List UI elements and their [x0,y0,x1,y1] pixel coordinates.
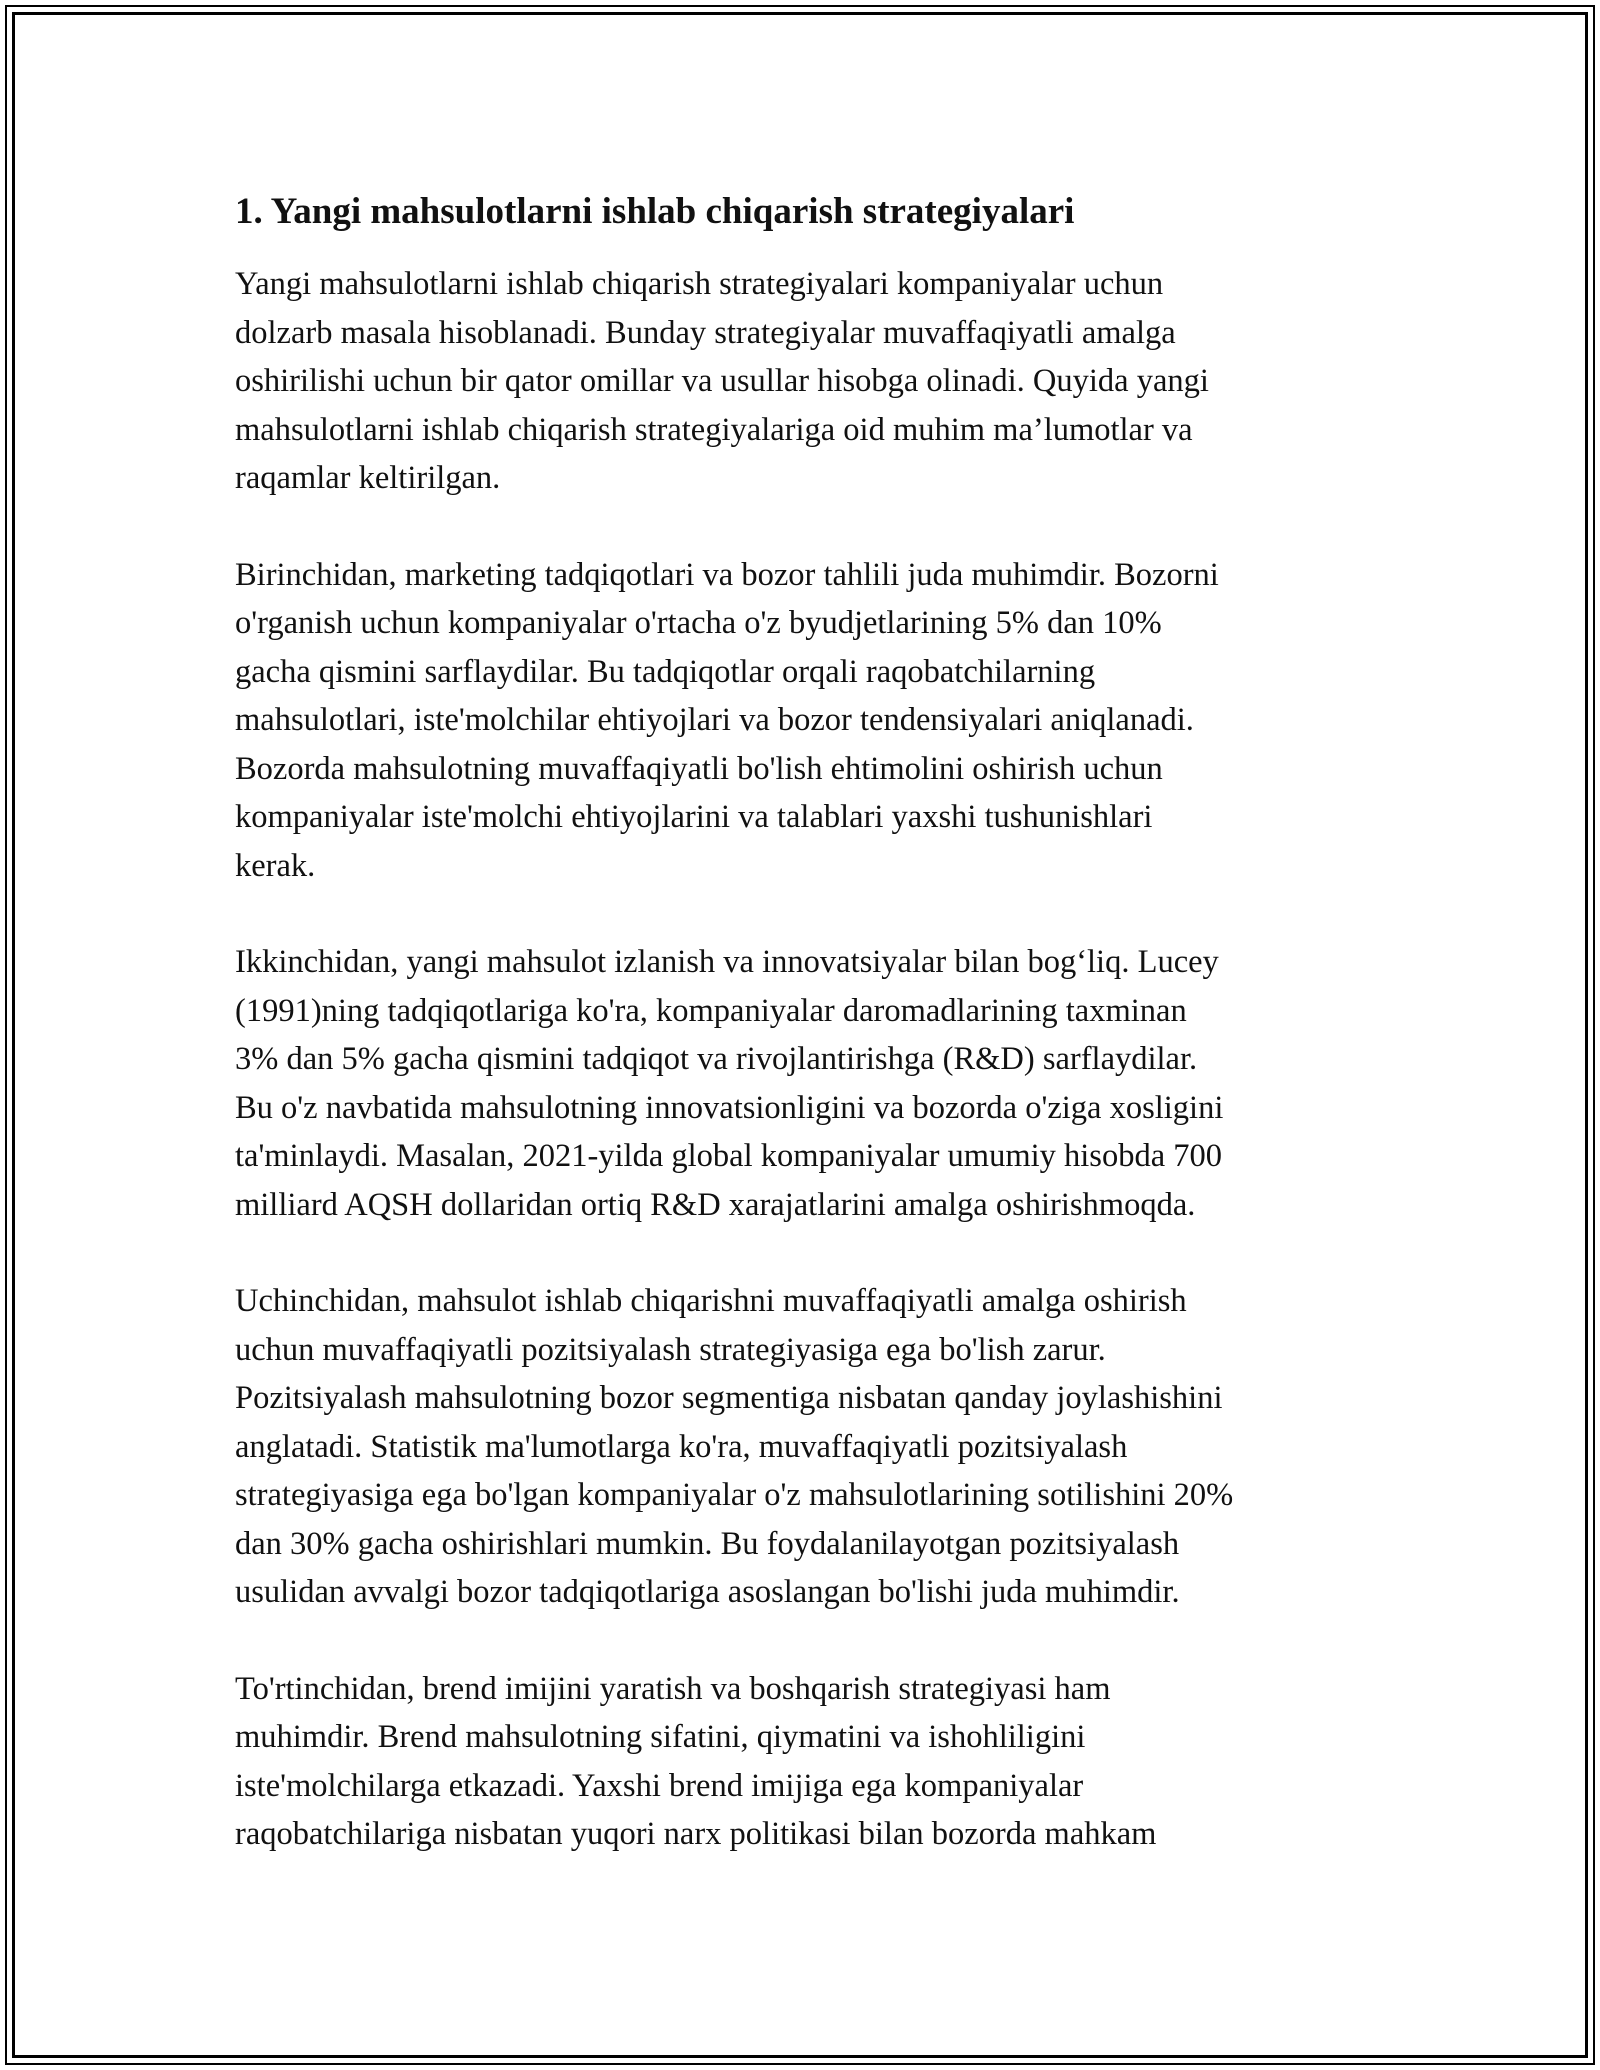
paragraph-intro: Yangi mahsulotlarni ishlab chiqarish strategiyalari kompaniyalar uchun dolzarb masala hisoblanadi. Bunday strategiyalar muvaffaqiyatli amalga oshirilishi uchun bir qator omillar va usullar hisobga olinadi. Quyida yangi mahsulotlarni ishlab chiqarish strategiyalariga oid muhim ma’lumotlar va raqamlar keltirilgan. [235,266,1209,496]
document-body [235,186,1365,1907]
paragraph-fourth-point: To'rtinchidan, brend imijini yaratish va boshqarish strategiyasi ham muhimdir. Brend mahsulotning sifatini, qiymatini va ishohliligini iste'molchilarga etkazadi. Yaxshi brend imijiga ega kompaniyalar raqobatchilariga nisbatan yuqori narx politikasi bilan bozorda mahkam [235,1670,1157,1852]
paragraph-second-point: Ikkinchidan, yangi mahsulot izlanish va innovatsiyalar bilan bog‘liq. Lucey (1991)ning tadqiqotlariga ko'ra, kompaniyalar daromadlarining taxminan 3% dan 5% gacha qismini tadqiqot va rivojlantirishga (R&D) sarflaydilar. Bu o'z navbatida mahsulotning innovatsionligini va bozorda o'ziga xosligini ta'minlaydi. Masalan, 2021-yilda global kompaniyalar umumiy hisobda 700 milliard AQSH dollaridan ortiq R&D xarajatlarini amalga oshirishmoqda. [235,944,1224,1223]
paragraph-third-point: Uchinchidan, mahsulot ishlab chiqarishni muvaffaqiyatli amalga oshirish uchun muvaffaqiyatli pozitsiyalash strategiyasiga ega bo'lish zarur. Pozitsiyalash mahsulotning bozor segmentiga nisbatan qanday joylashishini anglatadi. Statistik ma'lumotlarga ko'ra, muvaffaqiyatli pozitsiyalash strategiyasiga ega bo'lgan kompaniyalar o'z mahsulotlarining sotilishini 20% dan 30% gacha oshirishlari mumkin. Bu foydalanilayotgan pozitsiyalash usulidan avvalgi bozor tadqiqotlariga asoslangan bo'lishi juda muhimdir. [235,1283,1234,1610]
section-heading: 1. Yangi mahsulotlarni ishlab chiqarish strategiyalari [235,191,1075,232]
paragraph-first-point: Birinchidan, marketing tadqiqotlari va bozor tahlili juda muhimdir. Bozorni o'rganish uchun kompaniyalar o'rtacha o'z byudjetlarining 5% dan 10% gacha qismini sarflaydilar. Bu tadqiqotlar orqali raqobatchilarning mahsulotlari, iste'molchilar ehtiyojlari va bozor tendensiyalari aniqlanadi. Bozorda mahsulotning muvaffaqiyatli bo'lish ehtimolini oshirish uchun kompaniyalar iste'molchi ehtiyojlarini va talablari yaxshi tushunishlari kerak. [235,556,1219,884]
